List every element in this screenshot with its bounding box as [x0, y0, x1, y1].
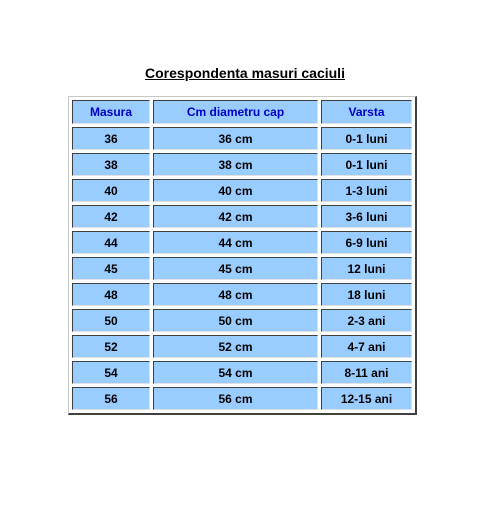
table-header-row — [72, 100, 412, 124]
table-row — [72, 335, 412, 358]
cell-masura: 38 — [72, 153, 150, 176]
cell-masura: 40 — [72, 179, 150, 202]
cell-cm: 50 cm — [153, 309, 318, 332]
cell-cm: 54 cm — [153, 361, 318, 384]
table-row — [72, 231, 412, 254]
cell-masura: 56 — [72, 387, 150, 410]
cell-masura: 50 — [72, 309, 150, 332]
header-cm-diametru-cap: Cm diametru cap — [153, 100, 318, 124]
table-row — [72, 283, 412, 306]
table-row — [72, 361, 412, 384]
table-row — [72, 257, 412, 280]
table-row — [72, 309, 412, 332]
cell-varsta: 0-1 luni — [321, 127, 412, 150]
cell-varsta: 2-3 ani — [321, 309, 412, 332]
cell-varsta: 18 luni — [321, 283, 412, 306]
cell-masura: 52 — [72, 335, 150, 358]
size-table — [68, 96, 417, 415]
cell-varsta: 0-1 luni — [321, 153, 412, 176]
table-row — [72, 387, 412, 410]
cell-varsta: 3-6 luni — [321, 205, 412, 228]
cell-masura: 42 — [72, 205, 150, 228]
cell-masura: 44 — [72, 231, 150, 254]
table-row — [72, 205, 412, 228]
cell-masura: 36 — [72, 127, 150, 150]
cell-varsta: 1-3 luni — [321, 179, 412, 202]
cell-cm: 56 cm — [153, 387, 318, 410]
cell-masura: 54 — [72, 361, 150, 384]
cell-cm: 44 cm — [153, 231, 318, 254]
cell-cm: 42 cm — [153, 205, 318, 228]
cell-varsta: 4-7 ani — [321, 335, 412, 358]
cell-cm: 48 cm — [153, 283, 318, 306]
cell-varsta: 8-11 ani — [321, 361, 412, 384]
page-title: Corespondenta masuri caciuli — [145, 65, 345, 81]
cell-cm: 40 cm — [153, 179, 318, 202]
cell-masura: 48 — [72, 283, 150, 306]
cell-varsta: 12 luni — [321, 257, 412, 280]
cell-varsta: 6-9 luni — [321, 231, 412, 254]
table-row — [72, 153, 412, 176]
cell-cm: 52 cm — [153, 335, 318, 358]
cell-cm: 45 cm — [153, 257, 318, 280]
header-varsta: Varsta — [321, 100, 412, 124]
cell-cm: 36 cm — [153, 127, 318, 150]
header-masura: Masura — [72, 100, 150, 124]
cell-varsta: 12-15 ani — [321, 387, 412, 410]
table-row — [72, 127, 412, 150]
cell-cm: 38 cm — [153, 153, 318, 176]
table-row — [72, 179, 412, 202]
cell-masura: 45 — [72, 257, 150, 280]
